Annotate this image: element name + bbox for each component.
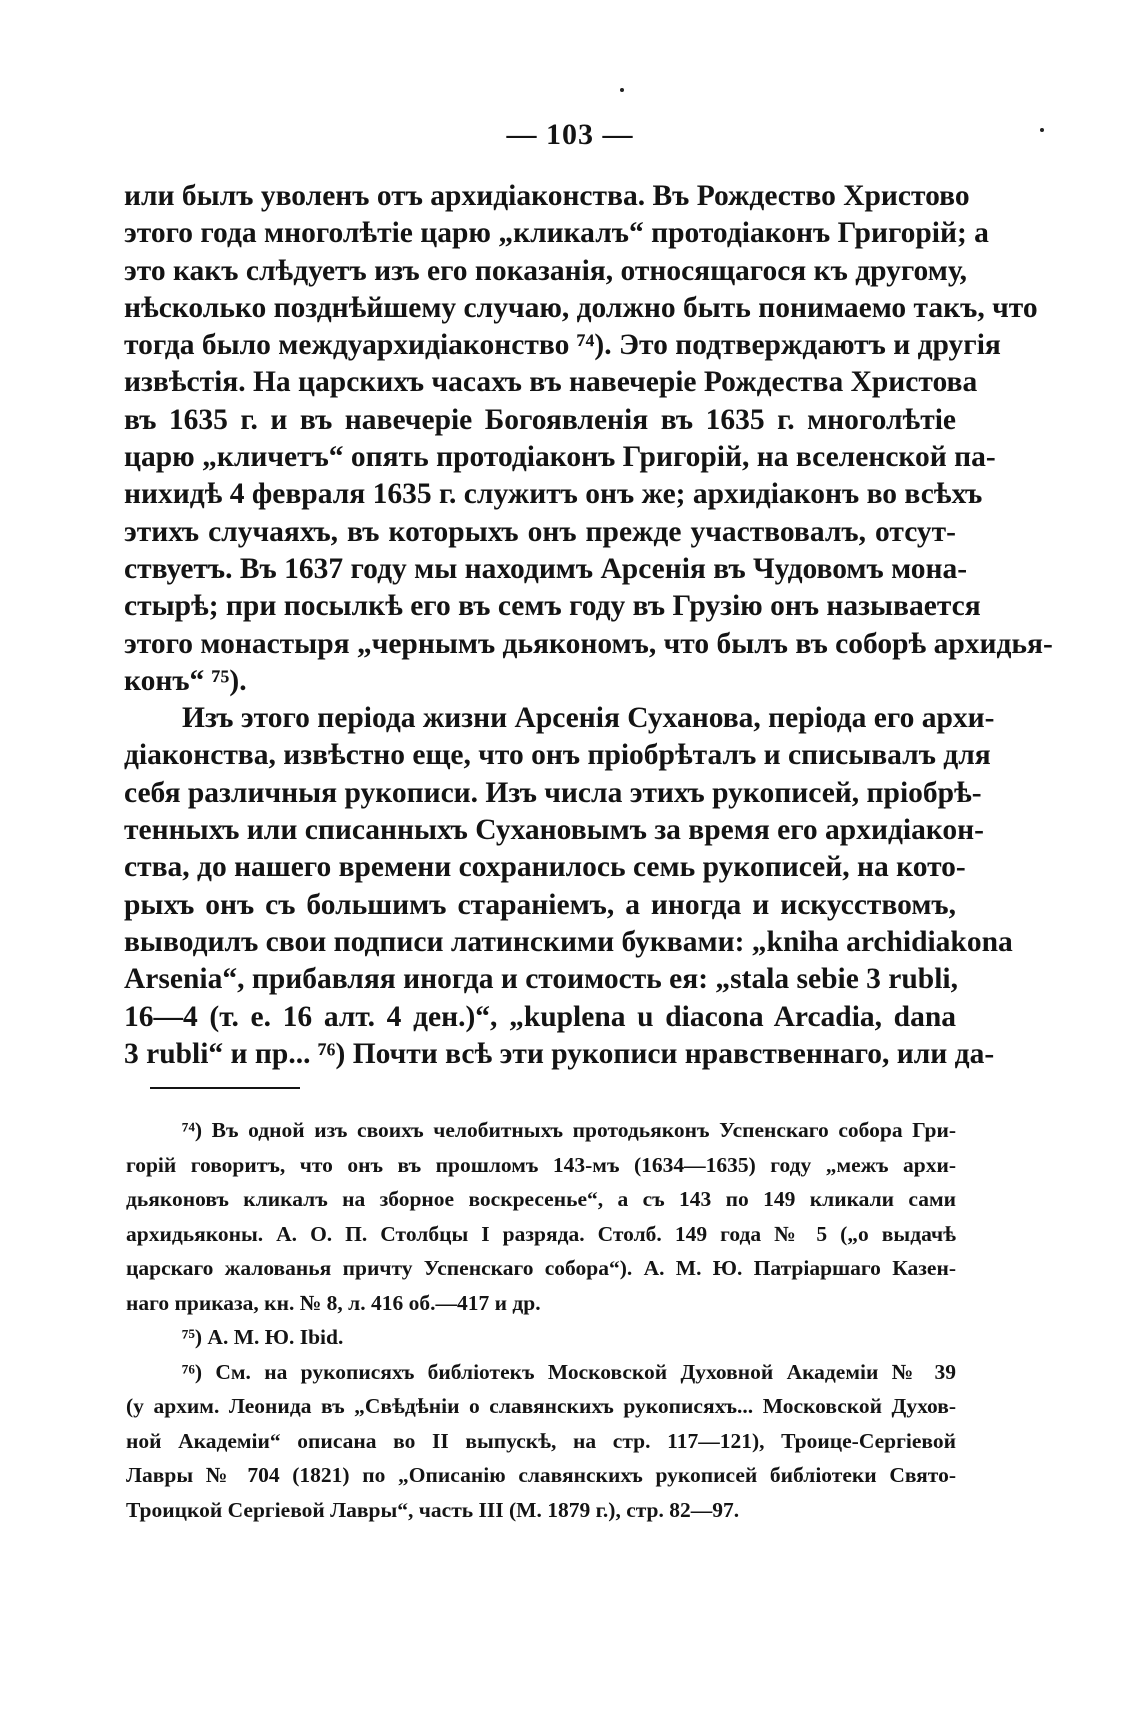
text-line: нѣсколько позднѣйшему случаю, должно быть понимаемо такъ, что bbox=[124, 291, 1038, 324]
text-line: 16—4 (т. е. 16 алт. 4 ден.)“, „kuplena u diacona Arcadia, dana bbox=[124, 1000, 956, 1033]
text-line: ствуетъ. Въ 1637 году мы находимъ Арсенія въ Чудовомъ мона- bbox=[124, 552, 968, 585]
text-line: тенныхъ или списанныхъ Сухановымъ за время его архидіакон- bbox=[124, 814, 984, 847]
text-line: Arsenia“, прибавляя иногда и стоимость ея: „stala sebie 3 rubli, bbox=[124, 963, 958, 996]
text-line: это какъ слѣдуетъ изъ его показанія, относящагося къ другому, bbox=[124, 254, 967, 287]
footnote-74-line: горій говоритъ, что онъ въ прошломъ 143-мъ (1634—1635) году „межъ архи- bbox=[126, 1152, 956, 1177]
text-line: царю „кличетъ“ опять протодіаконъ Григорій, на вселенской па- bbox=[124, 441, 996, 474]
text-line: рыхъ онъ съ большимъ стараніемъ, а иногда и искусствомъ, bbox=[124, 888, 956, 921]
text-line: этого года многолѣтіе царю „кликалъ“ протодіаконъ Григорій; а bbox=[124, 217, 989, 250]
text-line: извѣстія. На царскихъ часахъ въ навечеріе Рождества Христова bbox=[124, 366, 978, 399]
footnote-76-line: ной Академіи“ описана во II выпускѣ, на стр. 117—121), Троице-Сергіевой bbox=[126, 1428, 956, 1453]
text-line: конъ“ ⁷⁵). bbox=[124, 664, 247, 697]
page-number: — 103 — bbox=[506, 118, 634, 151]
footnote-76-line: (у архим. Леонида въ „Свѣдѣніи о славянскихъ рукописяхъ... Московской Духов- bbox=[126, 1394, 956, 1418]
print-speck bbox=[1040, 128, 1044, 132]
text-line: тогда было междуархидіаконство ⁷⁴). Это подтверждаютъ и другія bbox=[124, 329, 1001, 362]
footnote-74-line: наго приказа, кн. № 8, л. 416 об.—417 и др. bbox=[126, 1290, 541, 1315]
text-line: стырѣ; при посылкѣ его въ семъ году въ Грузію онъ называется bbox=[124, 590, 981, 623]
footnote-76-line: ⁷⁶) См. на рукописяхъ библіотекъ Московской Духовной Академіи № 39 bbox=[182, 1359, 956, 1384]
footnote-74-line: архидьяконы. А. О. П. Столбцы I разряда. Столб. 149 года № 5 („о выдачѣ bbox=[126, 1221, 956, 1246]
text-line: въ 1635 г. и въ навечеріе Богоявленія въ 1635 г. многолѣтіе bbox=[124, 403, 956, 436]
footnote-75-line: ⁷⁵) А. М. Ю. Ibid. bbox=[182, 1325, 344, 1349]
text-line: выводилъ свои подписи латинскими буквами: „kniha archidiakona bbox=[124, 925, 1013, 958]
footnote-74-line: дьяконовъ кликалъ на зборное воскресенье“, а съ 143 по 149 кликали сами bbox=[126, 1187, 956, 1211]
footnote-74-line: ⁷⁴) Въ одной изъ своихъ челобитныхъ протодьяконъ Успенскаго собора Гри- bbox=[182, 1118, 956, 1142]
print-speck bbox=[620, 88, 624, 92]
text-line: или былъ уволенъ отъ архидіаконства. Въ Рождество Христово bbox=[124, 180, 970, 212]
text-line: діаконства, извѣстно еще, что онъ пріобрѣталъ и списывалъ для bbox=[124, 739, 991, 772]
text-line: себя различныя рукописи. Изъ числа этихъ рукописей, пріобрѣ- bbox=[124, 776, 982, 809]
paragraph-start-line: Изъ этого періода жизни Арсенія Суханова, періода его архи- bbox=[182, 702, 995, 735]
footnote-76-line: Лавры № 704 (1821) по „Описанію славянскихъ рукописей библіотеки Свято- bbox=[126, 1463, 956, 1487]
text-line: 3 rubli“ и пр... ⁷⁶) Почти всѣ эти рукописи нравственнаго, или да- bbox=[124, 1037, 995, 1070]
footnote-divider bbox=[150, 1087, 300, 1089]
footnote-74-line: царскаго жалованья причту Успенскаго собора“). А. М. Ю. Патріаршаго Казен- bbox=[126, 1256, 956, 1280]
text-line: нихидѣ 4 февраля 1635 г. служитъ онъ же; архидіаконъ во всѣхъ bbox=[124, 478, 983, 511]
text-line: этихъ случаяхъ, въ которыхъ онъ прежде участвовалъ, отсут- bbox=[124, 515, 956, 548]
footnote-76-line: Троицкой Сергіевой Лавры“, часть III (М. 1879 г.), стр. 82—97. bbox=[126, 1497, 740, 1522]
footnotes bbox=[126, 1113, 956, 1527]
main-text bbox=[124, 178, 1053, 1073]
text-line: этого монастыря „чернымъ дьякономъ, что былъ въ соборѣ архидья- bbox=[124, 627, 1053, 660]
text-line: ства, до нашего времени сохранилось семь рукописей, на кото- bbox=[124, 851, 966, 884]
